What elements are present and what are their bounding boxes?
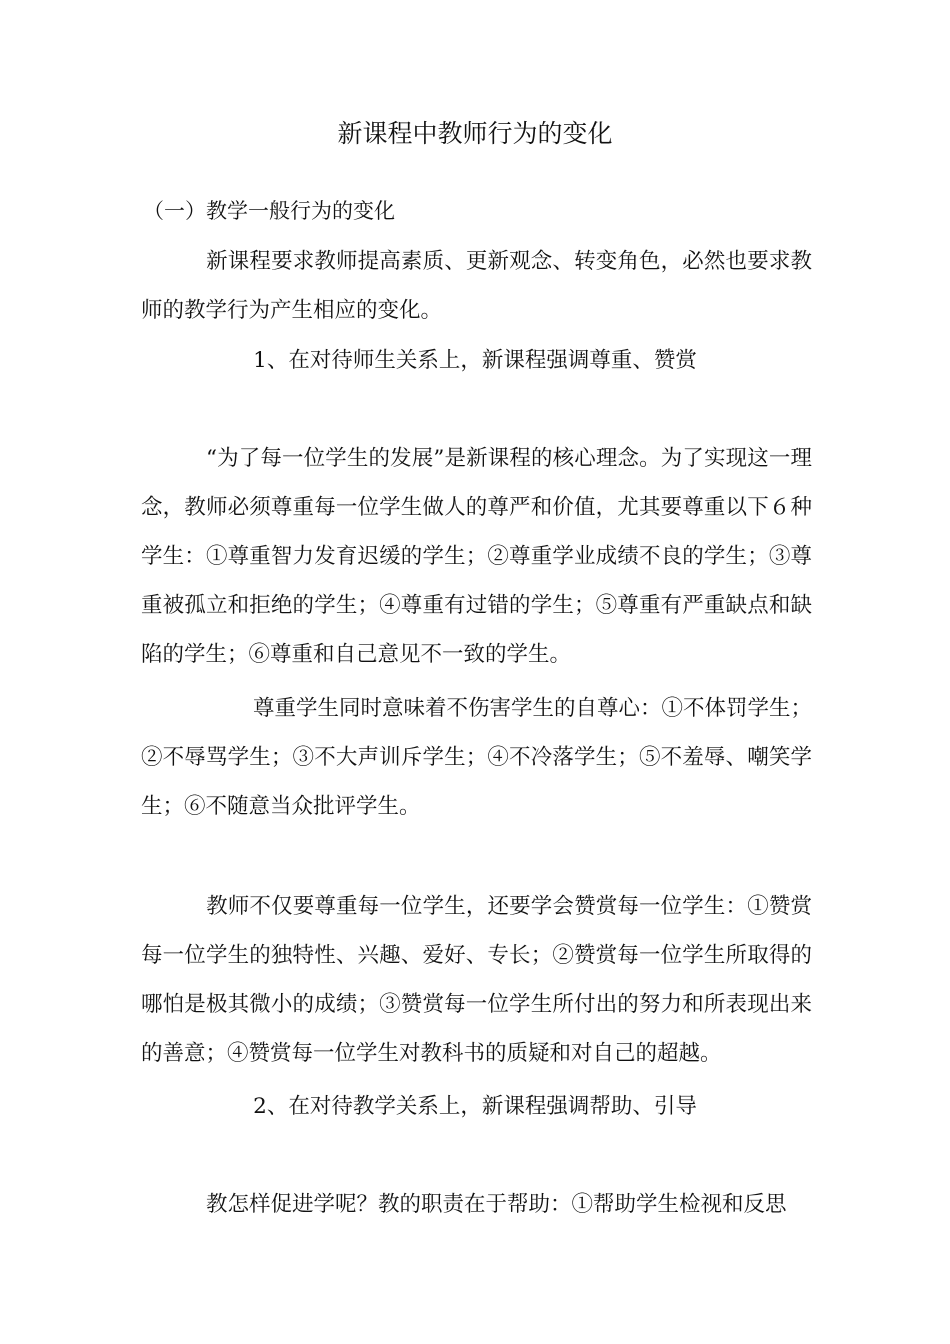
paragraph-help bbox=[141, 1180, 812, 1229]
paragraph-help-text: 教怎样促进学呢？教的职责在于帮助：①帮助学生检视和反思 bbox=[206, 1192, 787, 1217]
paragraph-appreciate bbox=[141, 882, 812, 1078]
paragraph-respect-core bbox=[141, 434, 812, 679]
paragraph-intro bbox=[141, 237, 812, 335]
subheading-2: 2、在对待教学关系上，新课程强调帮助、引导 bbox=[253, 1094, 697, 1119]
paragraph-intro-text: 新课程要求教师提高素质、更新观念、转变角色，必然也要求教师的教学行为产生相应的变化。 bbox=[141, 249, 812, 323]
paragraph-self-esteem-text: 尊重学生同时意味着不伤害学生的自尊心：①不体罚学生；②不辱骂学生；③不大声训斥学生；④不冷落学生；⑤不羞辱、嘲笑学生；⑥不随意当众批评学生。 bbox=[141, 696, 813, 819]
section-heading: （一）教学一般行为的变化 bbox=[143, 199, 395, 223]
paragraph-respect-core-text: “为了每一位学生的发展”是新课程的核心理念。为了实现这一理念，教师必须尊重每一位学生做人的尊严和价值，尤其要尊重以下６种学生：①尊重智力发育迟缓的学生；②尊重学业成绩不良的学生；③尊重被孤立和拒绝的学生；④尊重有过错的学生；⑤尊重有严重缺点和缺陷的学生；⑥尊重和自己意见不一致的学生。 bbox=[141, 446, 812, 667]
paragraph-self-esteem bbox=[141, 684, 812, 831]
subheading-1: 1、在对待师生关系上，新课程强调尊重、赞赏 bbox=[253, 348, 697, 373]
document-title: 新课程中教师行为的变化 bbox=[337, 119, 613, 148]
paragraph-appreciate-text: 教师不仅要尊重每一位学生，还要学会赞赏每一位学生：①赞赏每一位学生的独特性、兴趣、爱好、专长；②赞赏每一位学生所取得的哪怕是极其微小的成绩；③赞赏每一位学生所付出的努力和所表现出来的善意；④赞赏每一位学生对教科书的质疑和对自己的超越。 bbox=[141, 894, 812, 1066]
